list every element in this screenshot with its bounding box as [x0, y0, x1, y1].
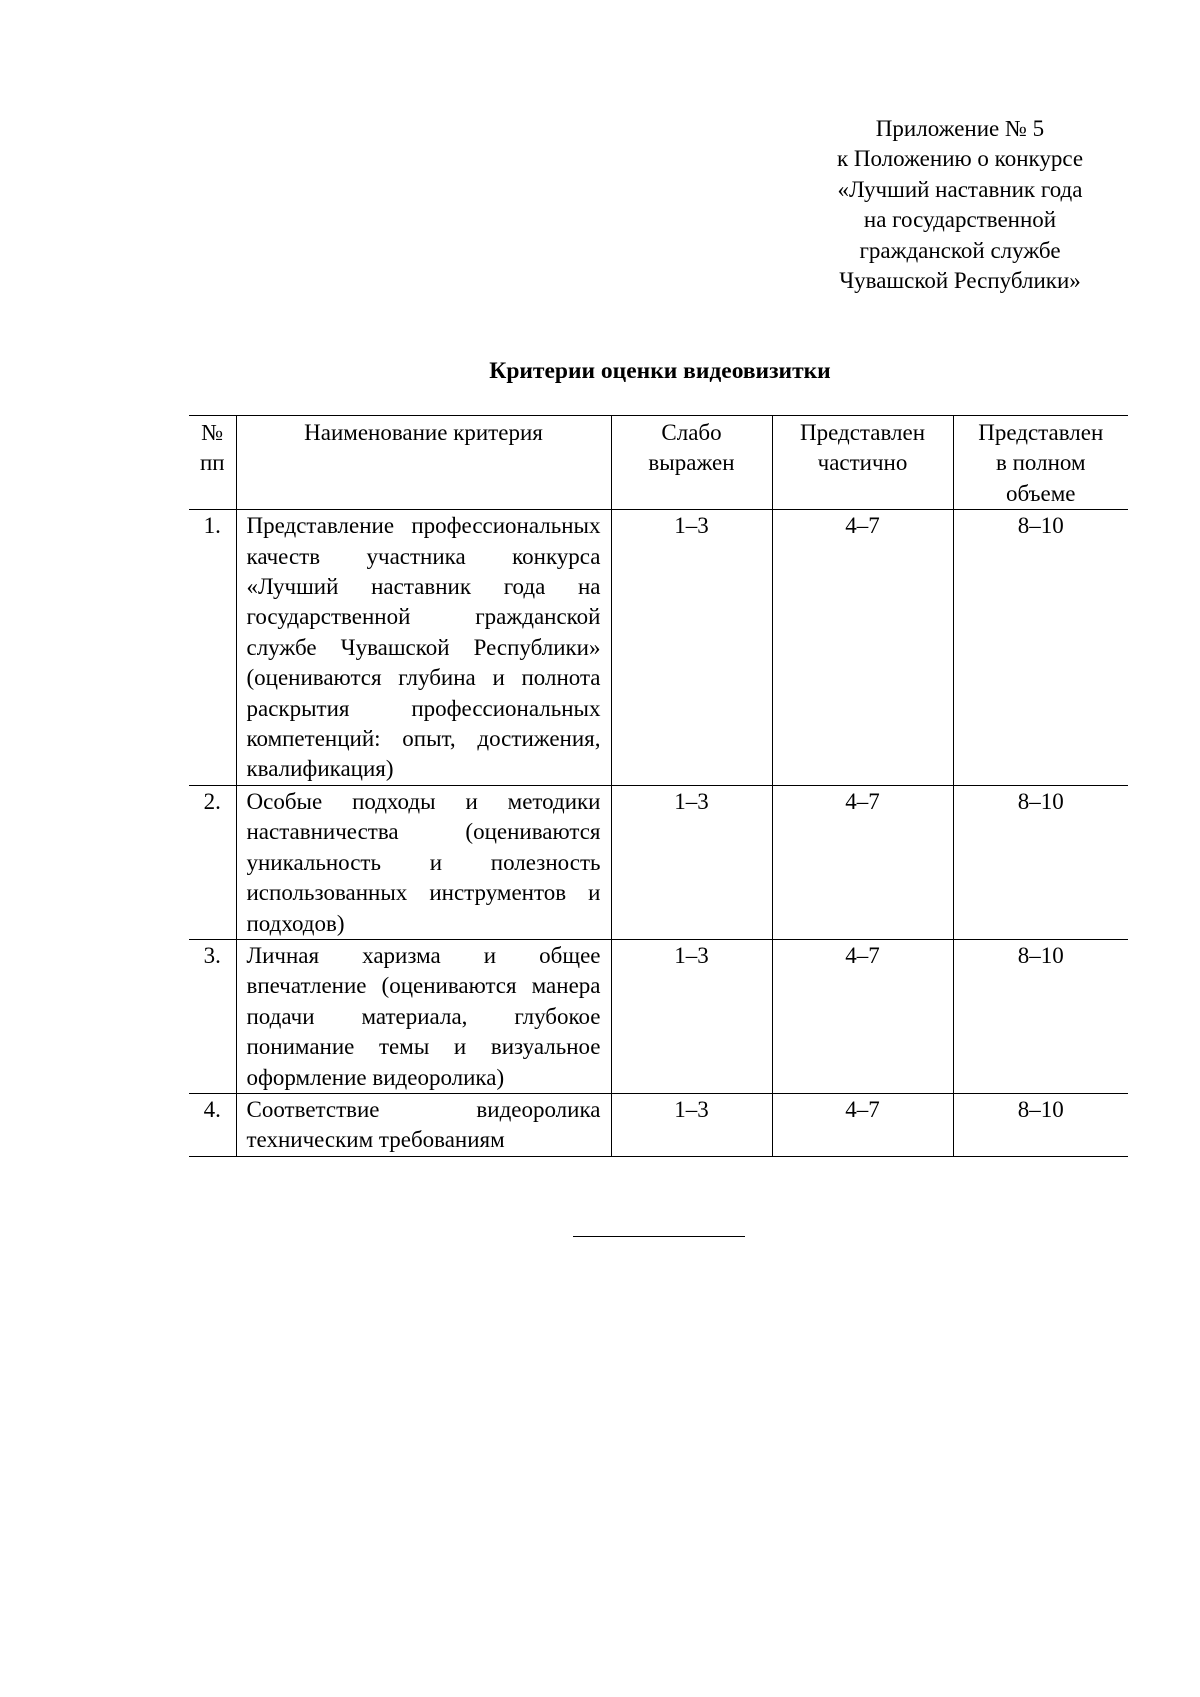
- row-score-partial: 4–7: [772, 510, 953, 786]
- header-full-line: Представлен: [978, 420, 1104, 445]
- appendix-line: Чувашской Республики»: [839, 268, 1081, 294]
- row-score-partial: 4–7: [772, 1093, 953, 1156]
- row-score-partial: 4–7: [772, 939, 953, 1093]
- row-score-weak: 1–3: [611, 785, 772, 939]
- table-row: [189, 785, 1128, 939]
- row-criterion: Соответствие видеоролика техническим требованиям: [236, 1093, 611, 1156]
- row-score-partial: 4–7: [772, 785, 953, 939]
- header-weak-line: Слабо: [661, 420, 722, 445]
- appendix-line: на государственной: [863, 207, 1057, 233]
- appendix-header: [780, 114, 1140, 296]
- row-score-full: 8–10: [953, 510, 1128, 786]
- row-number: 4.: [189, 1093, 236, 1156]
- header-partial-line: частично: [817, 450, 908, 476]
- table-row: [189, 1093, 1128, 1156]
- header-weak: [611, 416, 772, 510]
- row-score-weak: 1–3: [611, 1093, 772, 1156]
- row-score-full: 8–10: [953, 1093, 1128, 1156]
- row-number: 3.: [189, 939, 236, 1093]
- header-number-line: пп: [199, 450, 225, 476]
- appendix-line: гражданской службе: [859, 237, 1061, 263]
- header-full-line: в полном: [995, 450, 1086, 476]
- appendix-line: Приложение № 5: [875, 116, 1045, 141]
- criteria-table: [189, 415, 1128, 1157]
- header-number-line: №: [201, 420, 224, 445]
- header-full: [953, 416, 1128, 510]
- row-score-weak: 1–3: [611, 510, 772, 786]
- header-full-line: объеме: [1006, 480, 1076, 506]
- row-number: 1.: [189, 510, 236, 786]
- row-score-full: 8–10: [953, 785, 1128, 939]
- row-score-weak: 1–3: [611, 939, 772, 1093]
- header-partial: [772, 416, 953, 510]
- table-row: [189, 510, 1128, 786]
- header-criterion-name: Наименование критерия: [236, 416, 611, 510]
- appendix-line: «Лучший наставник года: [837, 176, 1083, 202]
- header-weak-line: выражен: [648, 450, 735, 476]
- row-criterion: Особые подходы и методики наставничества (оцениваются уникальность и полезность использованных инструментов и подходов): [236, 785, 611, 939]
- end-divider: [573, 1236, 745, 1237]
- table-row: [189, 939, 1128, 1093]
- document-title: Критерии оценки видеовизитки: [489, 358, 831, 384]
- row-criterion: Личная харизма и общее впечатление (оцениваются манера подачи материала, глубокое понимание темы и визуальное оформление видеоролика): [236, 939, 611, 1093]
- row-criterion: Представление профессиональных качеств участника конкурса «Лучший наставник года на государственной гражданской службе Чувашской Республики» (оцениваются глубина и полнота раскрытия профессиональных компетенций: опыт, достижения, квалификация): [236, 510, 611, 786]
- table-header-row: [189, 416, 1128, 510]
- appendix-line: к Положению о конкурсе: [836, 146, 1084, 172]
- header-partial-line: Представлен: [799, 420, 926, 445]
- row-score-full: 8–10: [953, 939, 1128, 1093]
- header-number: [189, 416, 236, 510]
- row-number: 2.: [189, 785, 236, 939]
